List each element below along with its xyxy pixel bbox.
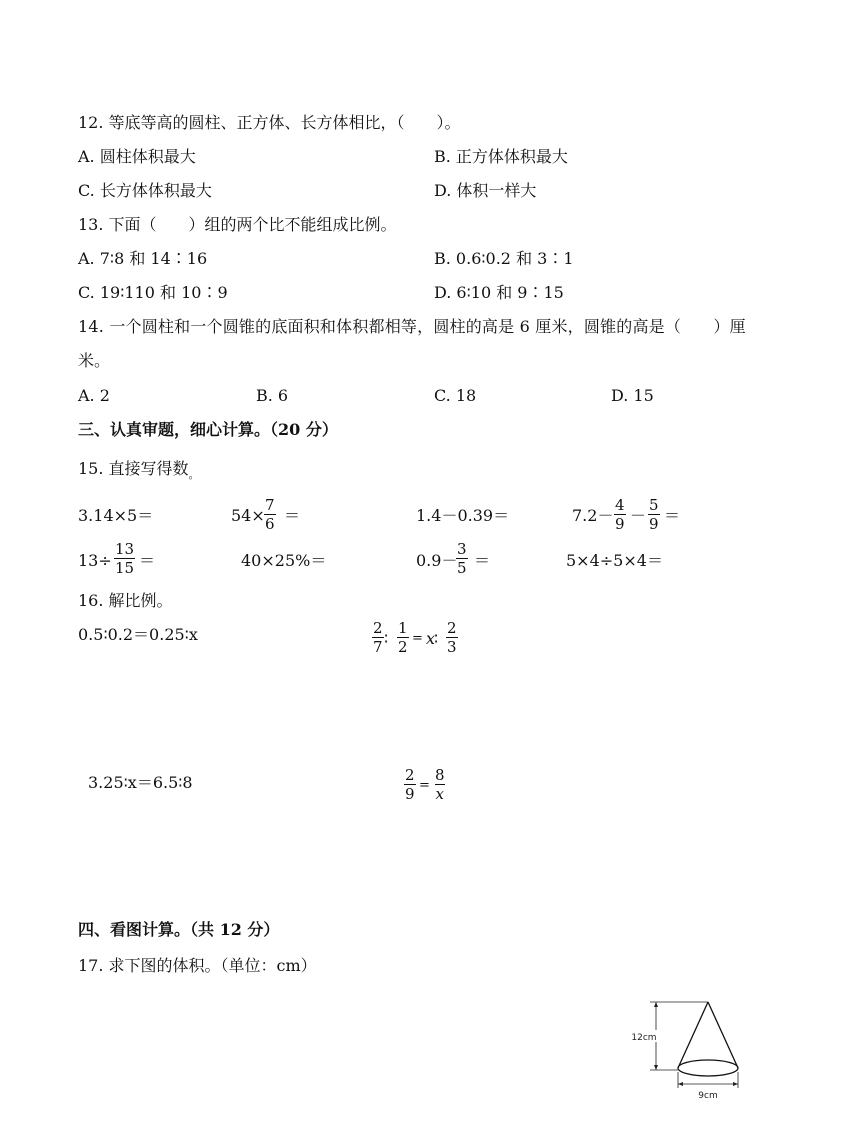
calc-4-prefix: 7.2－ (572, 506, 614, 525)
calc-2-equals: ＝ (284, 506, 301, 525)
q16-stem: 16. 解比例。 (78, 591, 173, 610)
calc-7-denominator: 5 (457, 559, 467, 577)
calc-4-numerator-2: 5 (649, 496, 659, 514)
proportion-2-equals: = (412, 631, 423, 646)
calc-4-equals: ＝ (664, 506, 681, 525)
q13-option-b: B. 0.6∶0.2 和 3∶1 (434, 249, 574, 268)
calc-4-minus: － (630, 506, 647, 525)
calc-7-numerator: 3 (457, 540, 467, 558)
proportion-2-numerator-2: 1 (398, 619, 408, 637)
proportion-2-denominator-2: 2 (398, 638, 408, 656)
calc-5-prefix: 13÷ (78, 551, 112, 570)
calc-5-fraction (114, 541, 135, 576)
calc-5-numerator: 13 (115, 540, 135, 558)
proportion-4-fraction-2 (434, 767, 446, 802)
proportion-4-numerator-1: 2 (405, 766, 415, 784)
proportion-1: 0.5∶0.2＝0.25∶x (78, 625, 198, 644)
proportion-4-numerator-2: 8 (435, 766, 445, 784)
q14-option-c: C. 18 (434, 386, 477, 405)
calc-7-prefix: 0.9－ (416, 551, 458, 570)
proportion-2-colon-2: ∶ (434, 629, 439, 648)
q13-option-d: D. 6∶10 和 9∶15 (434, 283, 564, 302)
proportion-4 (404, 767, 464, 811)
cone-figure (628, 994, 788, 1114)
calc-7-fraction (456, 541, 468, 576)
calc-5-equals: ＝ (139, 551, 156, 570)
q14-stem-line2: 米。 (78, 351, 111, 370)
q15-stem-text: 15. 直接写得数 (78, 459, 189, 478)
q14-option-d: D. 15 (611, 386, 654, 405)
calc-2-numerator: 7 (265, 496, 275, 514)
q15-stem-dot: 。 (188, 468, 200, 481)
proportion-2-denominator-1: 7 (373, 638, 383, 656)
q15-stem (78, 459, 200, 485)
proportion-2-fraction-3 (446, 620, 458, 655)
proportion-3: 3.25∶x＝6.5∶8 (88, 773, 193, 792)
q13-option-a: A. 7∶8 和 14∶16 (78, 249, 208, 268)
calc-4-fraction-1 (614, 497, 626, 532)
diameter-label: 9cm (698, 1091, 718, 1101)
proportion-2-denominator-3: 3 (447, 638, 457, 656)
proportion-4-denominator-2: x (435, 785, 444, 803)
calc-4-denominator-2: 9 (649, 515, 659, 533)
q17-stem: 17. 求下图的体积。（单位：cm） (78, 956, 317, 975)
q13-option-c: C. 19∶110 和 10∶9 (78, 283, 228, 302)
proportion-4-denominator-1: 9 (405, 785, 415, 803)
q12-option-b: B. 正方体体积最大 (434, 147, 568, 166)
section3-title: 三、认真审题，细心计算。（20 分） (78, 420, 338, 439)
height-label: 12cm (631, 1033, 657, 1043)
proportion-4-equals: = (419, 778, 430, 793)
q12-stem: 12. 等底等高的圆柱、正方体、长方体相比，（ ）。 (78, 113, 461, 132)
proportion-2-x: x (426, 629, 436, 648)
section4-title: 四、看图计算。（共 12 分） (78, 920, 280, 939)
calc-2-denominator: 6 (265, 515, 275, 533)
q12-option-a: A. 圆柱体积最大 (78, 147, 196, 166)
calc-2-prefix: 54× (231, 506, 265, 525)
q14-option-a: A. 2 (78, 386, 110, 405)
q12-option-d: D. 体积一样大 (434, 181, 537, 200)
q14-option-b: B. 6 (256, 386, 289, 405)
calc-5-denominator: 15 (115, 559, 135, 577)
calc-6: 40×25%＝ (241, 551, 327, 570)
proportion-4-fraction-1 (404, 767, 416, 802)
calc-7-equals: ＝ (474, 551, 491, 570)
calc-8: 5×4÷5×4＝ (566, 551, 663, 570)
proportion-2-numerator-3: 2 (447, 619, 457, 637)
q14-stem-line1: 14. 一个圆柱和一个圆锥的底面积和体积都相等，圆柱的高是 6 厘米，圆锥的高是（ ）厘 (78, 317, 746, 336)
calc-4-fraction-2 (648, 497, 660, 532)
calc-4-denominator-1: 9 (615, 515, 625, 533)
calc-1: 3.14×5＝ (78, 506, 154, 525)
calc-3: 1.4－0.39＝ (416, 506, 510, 525)
proportion-2-fraction-2 (397, 620, 409, 655)
proportion-2 (372, 620, 492, 664)
proportion-2-fraction-1 (372, 620, 384, 655)
proportion-2-colon-1: ∶ (384, 629, 389, 648)
proportion-2-numerator-1: 2 (373, 619, 383, 637)
q13-stem: 13. 下面（ ）组的两个比不能组成比例。 (78, 215, 397, 234)
calc-2-fraction (264, 497, 276, 532)
q12-option-c: C. 长方体体积最大 (78, 181, 212, 200)
calc-4-numerator-1: 4 (615, 496, 625, 514)
